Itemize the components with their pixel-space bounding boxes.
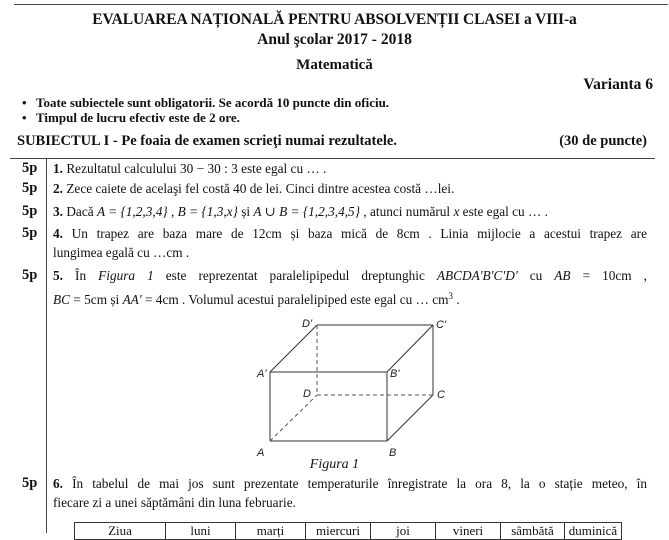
problem-number: 1. [53,161,63,176]
vertex-label: B [389,447,397,459]
figure-reference: Figura 1 [98,268,154,283]
problem-text: și [237,204,254,219]
section-points: (30 de puncte) [559,133,647,149]
bullet-icon: • [22,95,27,110]
problem-score: 5p [22,180,38,196]
problem-score: 5p [22,160,38,176]
problem-6-line-2: fiecare zi a unei săptămâni din luna februarie. [53,495,296,510]
section-title: SUBIECTUL I - Pe foaia de examen scrieţi numai rezultatele. [17,133,397,149]
math-expression: AA' [122,292,142,307]
math-expression: B = {1,3,x} [177,204,238,219]
edge-A'D' [270,325,317,372]
vertex-label: D' [302,318,313,330]
bullet-icon: • [22,110,27,125]
math-expression: AB [554,268,571,283]
math-expression: A = {1,2,3,4} [96,204,168,219]
table-header-cell: sâmbătă [501,523,565,540]
problem-number: 4. [53,226,63,241]
problem-score: 5p [22,203,38,219]
problem-text: În tabelul de mai jos sunt prezentate temperaturile înregistrate la ora 8, la o stație meteo, în [72,476,647,491]
problem-text: Rezultatul calculului 30 − 30 : 3 este egal cu … . [66,161,327,176]
edge-C'B' [387,325,433,372]
math-expression: BC [53,292,70,307]
temperature-table [74,522,622,540]
problem-text: = 5cm și [70,292,123,307]
problem-text: , [167,204,178,219]
instruction-text: Toate subiectele sunt obligatorii. Se acordă 10 puncte din oficiu. [36,95,390,110]
problem-number: 3. [53,204,63,219]
math-expression: ABCDA'B'C'D' [436,268,518,283]
problem-text: = 4cm . Volumul acestui paralelipiped este egal cu … cm [141,292,449,307]
math-expression: A ∪ B = {1,2,3,4,5} [253,204,361,219]
problem-number: 2. [53,181,63,196]
problem-text: este reprezentat paralelipipedul dreptunghic [153,268,437,283]
problem-text: este egal cu … . [459,204,548,219]
problem-score: 5p [22,475,38,491]
problem-text: În [75,268,99,283]
table-header-cell: miercuri [306,523,371,540]
table-header-row [75,523,622,540]
problem-text: = 10cm , [570,268,647,283]
edge-CB [387,395,433,441]
vertex-label: A [257,447,265,459]
vertex-label: D [303,388,311,400]
variant-label: Varianta 6 [583,76,653,93]
exam-title: EVALUAREA NAȚIONALĂ PENTRU ABSOLVENȚII CLASEI a VIII-a [92,11,577,28]
problem-text: Dacă [66,204,97,219]
vertex-label: A' [257,368,267,380]
instruction-text: Timpul de lucru efectiv este de 2 ore. [36,110,240,125]
table-header-cell: joi [371,523,436,540]
problem-number: 5. [53,268,63,283]
vertex-label: C' [436,319,447,331]
vertex-label: B' [390,368,400,380]
table-header-cell: vineri [436,523,501,540]
math-expression: x [453,204,460,219]
table-header-cell: luni [166,523,236,540]
table-header-cell: marți [236,523,306,540]
school-year: Anul şcolar 2017 - 2018 [257,31,412,48]
problem-number: 6. [53,476,63,491]
problem-score: 5p [22,267,38,283]
problem-score: 5p [22,225,38,241]
figure-caption: Figura 1 [309,457,360,472]
table-header-cell: Ziua [75,523,166,540]
hidden-edge-AD [270,395,317,441]
vertex-label: C [437,389,445,401]
problem-text: Zece caiete de acelaşi fel costă 40 de lei. Cinci dintre acestea costă …lei. [66,181,455,196]
problem-text: , atunci numărul [360,204,454,219]
problem-6-line-1 [53,476,647,492]
table-header-cell: duminică [565,523,622,540]
superscript: 3 [448,291,453,301]
subject-name: Matematică [296,57,373,73]
problem-text: cu [517,268,555,283]
problem-4-line-2: lungimea egală cu …cm . [53,245,190,260]
problem-text: . [453,292,460,307]
problem-text: Un trapez are baza mare de 12cm și baza mică de 8cm . Linia mijlocie a acestui trapez are [71,226,647,241]
